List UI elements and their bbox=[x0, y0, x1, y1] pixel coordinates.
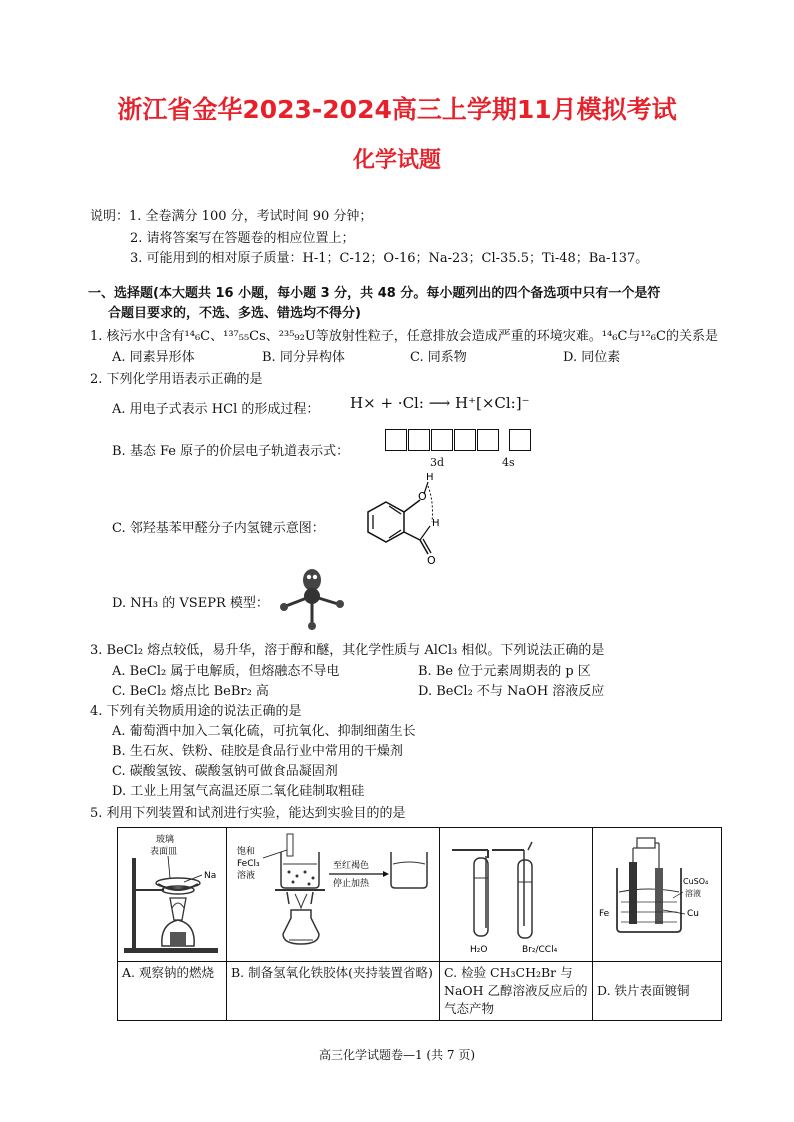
orbital-box bbox=[431, 429, 453, 451]
q1-option-a: A. 同素异形体 bbox=[112, 350, 195, 365]
caption-c: C. 检验 CH₃CH₂Br 与 NaOH 乙醇溶液反应后的气态产物 bbox=[440, 962, 593, 1021]
atom-h1: H bbox=[426, 472, 434, 483]
q2-option-b: B. 基态 Fe 原子的价层电子轨道表示式： bbox=[112, 444, 350, 459]
label-4s: 4s bbox=[502, 456, 515, 469]
q1-option-d: D. 同位素 bbox=[563, 350, 621, 365]
electroplating-apparatus bbox=[593, 828, 721, 956]
svg-text:溶液: 溶液 bbox=[237, 871, 256, 881]
svg-text:CuSO₄: CuSO₄ bbox=[683, 877, 709, 886]
orbital-box bbox=[385, 429, 407, 451]
exam-title: 浙江省金华2023-2024高三上学期11月模拟考试 bbox=[117, 95, 677, 124]
q2-stem: 2. 下列化学用语表示正确的是 bbox=[90, 372, 263, 387]
svg-text:Na: Na bbox=[204, 871, 217, 881]
experiment-table bbox=[117, 827, 722, 1021]
svg-text:饱和: 饱和 bbox=[237, 847, 256, 857]
section-heading-line2: 合题目要求的，不选、多选、错选均不得分) bbox=[108, 306, 361, 321]
vsepr-model-image bbox=[272, 566, 352, 638]
svg-text:至红褐色: 至红褐色 bbox=[333, 861, 370, 871]
exam-subtitle: 化学试题 bbox=[352, 148, 441, 173]
section-heading-line1: 一、选择题(本大题共 16 小题，每小题 3 分，共 48 分。每小题列出的四个备选项中只有一个是符 bbox=[88, 286, 661, 301]
gas-test-apparatus bbox=[440, 828, 592, 956]
orbital-box bbox=[408, 429, 430, 451]
notes-label: 说明： bbox=[90, 209, 130, 224]
q1-option-b: B. 同分异构体 bbox=[262, 350, 345, 365]
q2-option-d: D. NH₃ 的 VSEPR 模型： bbox=[112, 596, 269, 611]
orbital-diagram bbox=[385, 429, 532, 451]
figure-b-cell bbox=[227, 828, 440, 962]
svg-text:溶液: 溶液 bbox=[685, 889, 701, 898]
svg-text:停止加热: 停止加热 bbox=[333, 879, 370, 889]
q4-stem: 4. 下列有关物质用途的说法正确的是 bbox=[90, 704, 302, 719]
figure-a-cell bbox=[118, 828, 227, 962]
atom-h2: H bbox=[432, 518, 440, 529]
q3-option-c: C. BeCl₂ 熔点比 BeBr₂ 高 bbox=[112, 684, 269, 699]
q2-option-c: C. 邻羟基苯甲醛分子内氢键示意图： bbox=[112, 521, 325, 536]
notes-item-2: 2. 请将答案写在答题卷的相应位置上； bbox=[130, 231, 355, 246]
svg-text:FeCl₃: FeCl₃ bbox=[237, 859, 260, 869]
q4-option-c: C. 碳酸氢铵、碳酸氢钠可做食品凝固剂 bbox=[112, 764, 338, 779]
sodium-combustion-apparatus bbox=[118, 828, 226, 956]
svg-text:玻璃: 玻璃 bbox=[156, 835, 175, 845]
orbital-box bbox=[477, 429, 499, 451]
q5-stem: 5. 利用下列装置和试剂进行实验，能达到实验目的的是 bbox=[90, 806, 406, 821]
q2-option-a: A. 用电子式表示 HCl 的形成过程： bbox=[112, 402, 320, 417]
caption-b: B. 制备氢氧化铁胶体(夹持装置省略) bbox=[227, 962, 440, 1021]
svg-text:Fe: Fe bbox=[599, 909, 610, 919]
hydroxybenzaldehyde-structure bbox=[358, 470, 458, 570]
svg-text:Cu: Cu bbox=[687, 909, 699, 919]
q4-option-b: B. 生石灰、铁粉、硅胶是食品行业中常用的干燥剂 bbox=[112, 744, 403, 759]
page-footer: 高三化学试题卷—1 (共 7 页) bbox=[318, 1048, 476, 1062]
q3-option-b: B. Be 位于元素周期表的 p 区 bbox=[418, 664, 591, 679]
notes-item-3: 3. 可能用到的相对原子质量：H-1；C-12；O-16；Na-23；Cl-35.5；Ti-48；Ba-137。 bbox=[130, 251, 649, 266]
q4-option-a: A. 葡萄酒中加入二氧化硫，可抗氧化、抑制细菌生长 bbox=[112, 724, 416, 739]
figure-d-cell bbox=[593, 828, 722, 962]
reaction-arrow-icon: ⟶ bbox=[428, 394, 451, 412]
orbital-box bbox=[454, 429, 476, 451]
q2-a-formula: H× + ·Cl: ⟶ H⁺[×Cl:]⁻ bbox=[350, 394, 530, 412]
q4-option-d: D. 工业上用氢气高温还原二氧化硅制取粗硅 bbox=[112, 784, 365, 799]
caption-a: A. 观察钠的燃烧 bbox=[118, 962, 227, 1021]
orbital-box bbox=[509, 429, 531, 451]
svg-text:H₂O: H₂O bbox=[470, 945, 488, 955]
label-3d: 3d bbox=[430, 456, 445, 469]
notes-item-1: 说明：1. 全卷满分 100 分，考试时间 90 分钟； bbox=[90, 209, 373, 224]
atom-o2: O bbox=[427, 554, 436, 567]
q3-stem: 3. BeCl₂ 熔点较低，易升华，溶于醇和醚，其化学性质与 AlCl₃ 相似。下列说法正确的是 bbox=[90, 643, 605, 658]
svg-text:表面皿: 表面皿 bbox=[150, 847, 178, 857]
caption-d: D. 铁片表面镀铜 bbox=[593, 962, 722, 1021]
q1-stem: 1. 核污水中含有¹⁴₆C、¹³⁷₅₅Cs、²³⁵₉₂U等放射性粒子，任意排放会造成严重的环境灾难。¹⁴₆C与¹²₆C的关系是 bbox=[90, 329, 718, 344]
svg-text:Br₂/CCl₄: Br₂/CCl₄ bbox=[522, 945, 558, 955]
atom-o1: O bbox=[418, 490, 427, 503]
colloid-apparatus bbox=[227, 828, 439, 956]
figure-c-cell bbox=[440, 828, 593, 962]
q1-option-c: C. 同系物 bbox=[410, 350, 467, 365]
q3-option-a: A. BeCl₂ 属于电解质，但熔融态不导电 bbox=[112, 664, 340, 679]
q3-option-d: D. BeCl₂ 不与 NaOH 溶液反应 bbox=[418, 684, 605, 699]
